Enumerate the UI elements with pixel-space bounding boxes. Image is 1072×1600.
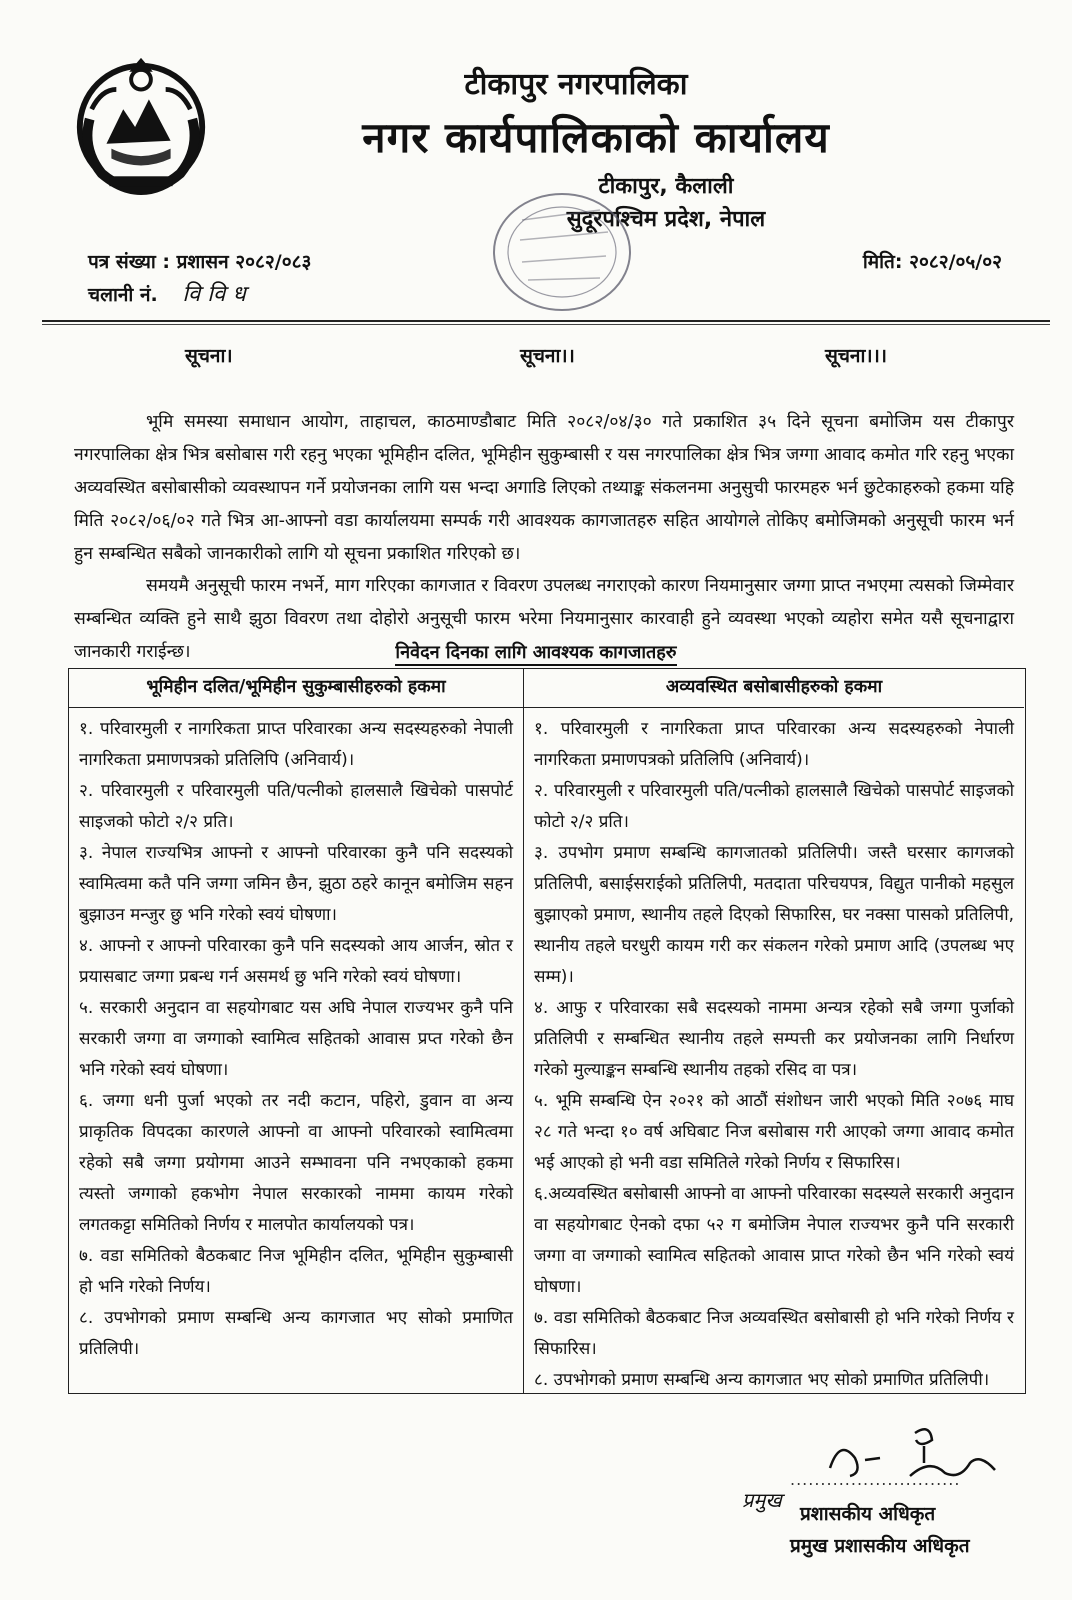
issue-date: मिति: २०८२/०५/०२ <box>862 251 1002 273</box>
list-item: ८. उपभोगको प्रमाण सम्बन्धि अन्य कागजात भए सोको प्रमाणित प्रतिलिपी। <box>534 1370 990 1390</box>
notice-heading-1: सूचना। <box>185 345 233 367</box>
column-heading-unmanaged: अव्यवस्थित बसोबासीहरुको हकमा <box>524 669 1024 708</box>
unmanaged-items-list <box>524 708 1024 1396</box>
landless-items-list <box>69 708 523 1365</box>
list-item: ७. वडा समितिको बैठकबाट निज भूमिहीन दलित, भूमिहीन सुकुम्बासी हो भनि गरेको निर्णय। <box>79 1246 513 1297</box>
table-title: निवेदन दिनका लागि आवश्यक कागजातहरु <box>0 640 1072 664</box>
list-item: ४. आफु र परिवारका सबै सदस्यको नाममा अन्यत्र रहेको सबै जग्गा पुर्जाको प्रतिलिपी र सम्बन्धित स्थानीय तहले सम्पत्ती कर प्रयोजनका लागि निर्धारण गरेको मुल्याङ्कन सम्बन्धि स्थानीय तहको रसिद वा पत्र। <box>534 998 1014 1080</box>
list-item: २. परिवारमुली र परिवारमुली पति/पत्नीको हालसालै खिचेको पासपोर्ट साइजको फोटो २/२ प्रति। <box>79 781 513 832</box>
notice-paragraph-1: भूमि समस्या समाधान आयोग, ताहाचल, काठमाण्डौबाट मिति २०८२/०४/३० गते प्रकाशित ३५ दिने सूचना बमोजिम यस टीकापुर नगरपालिका क्षेत्र भित्र बसोबास गरी रहनु भएका भूमिहीन दलित, भूमिहीन सुकुम्बासी र यस नगरपालिका क्षेत्र भित्र जग्गा आवाद कमोत गरि रहनु भएका अव्यवस्थित बसोबासीको व्यवस्थापन गर्ने प्रयोजनका लागि यस भन्दा अगाडि लिएको तथ्याङ्क संकलनमा अनुसुची फारमहरु भर्न छुटेकाहरुको हकमा यहि मिति २०८२/०६/०२ गते भित्र आ-आफ्नो वडा कार्यालयमा सम्पर्क गरी आवश्यक कागजातहरु सहित आयोगले तोकिए बमोजिमको अनुसूची फारम भर्न हुन सम्बन्धित सबैको जानकारीको लागि यो सूचना प्रकाशित गरिएको छ। <box>74 411 1014 564</box>
notice-paragraph-2: समयमै अनुसूची फारम नभर्ने, माग गरिएका कागजात र विवरण उपलब्ध नगराएको कारण नियमानुसार जग्गा प्राप्त नभएमा त्यसको जिम्मेवार सम्बन्धित व्यक्ति हुने साथै झुठा विवरण तथा दोहोरो अनुसूची फारम भरेमा नियमानुसार कारवाही हुने व्यवस्था भएको व्यहोरा समेत यसै सूचनाद्वारा जानकारी गराईन्छ। <box>74 575 1014 662</box>
list-item: ४. आफ्नो र आफ्नो परिवारका कुनै पनि सदस्यको आय आर्जन, स्रोत र प्रयासबाट जग्गा प्रबन्ध गर्न असमर्थ छु भनि गरेको स्वयं घोषणा। <box>79 936 513 987</box>
municipality-name: टीकापुर नगरपालिका <box>464 67 688 102</box>
notice-heading-2: सूचना।। <box>520 345 575 367</box>
designation: प्रमुख प्रशासकीय अधिकृत <box>790 1535 970 1557</box>
table-column-landless <box>69 669 524 1393</box>
letter-number: पत्र संख्या : प्रशासन २०८२/०८३ <box>88 251 312 273</box>
list-item: १. परिवारमुली र नागरिकता प्राप्त परिवारका अन्य सदस्यहरुको नेपाली नागरिकता प्रमाणपत्रको प्रतिलिपि (अनिवार्य)। <box>534 719 1014 770</box>
list-item: ३. उपभोग प्रमाण सम्बन्धि कागजातको प्रतिलिपी। जस्तै घरसार कागजको प्रतिलिपी, बसाईसराईको प्रतिलिपी, मतदाता परिचयपत्र, विद्युत पानीको महसुल बुझाएको प्रमाण, स्थानीय तहले दिएको सिफारिस, घर नक्सा पासको प्रतिलिपी, स्थानीय तहले घरधुरी कायम गरी कर संकलन गरेको प्रमाण आदि (उपलब्ध भए सम्म)। <box>534 843 1014 987</box>
office-name: नगर कार्यपालिकाको कार्यालय <box>362 113 830 162</box>
list-item: २. परिवारमुली र परिवारमुली पति/पत्नीको हालसालै खिचेको पासपोर्ट साइजको फोटो २/२ प्रति। <box>534 781 1014 832</box>
list-item: ७. वडा समितिको बैठकबाट निज अव्यवस्थित बसोबासी हो भनि गरेको निर्णय र सिफारिस। <box>534 1308 1014 1359</box>
list-item: ५. भूमि सम्बन्धि ऐन २०२१ को आठौं संशोधन जारी भएको मिति २०७६ माघ २८ गते भन्दा १० वर्ष अघिबाट निज बसोबास गरी आएको जग्गा आवाद कमोत भई आएको हो भनी वडा समितिले गरेको निर्णय र सिफारिस। <box>534 1091 1014 1173</box>
column-heading-landless: भूमिहीन दलित/भूमिहीन सुकुम्बासीहरुको हकमा <box>69 669 523 708</box>
list-item: ६. जग्गा धनी पुर्जा भएको तर नदी कटान, पहिरो, डुवान वा अन्य प्राकृतिक विपदका कारणले आफ्नो वा आफ्नो परिवारको स्वामित्वमा रहेको सबै जग्गा प्रयोगमा आउने सम्भावना पनि नभएकाको हकमा त्यस्तो जग्गाको हकभोग नेपाल सरकारको नाममा कायम गरेको लगतकट्टा समितिको निर्णय र मालपोत कार्यालयको पत्र। <box>79 1091 513 1235</box>
list-item: ६.अव्यवस्थित बसोबासी आफ्नो वा आफ्नो परिवारका सदस्यले सरकारी अनुदान वा सहयोगबाट ऐनको दफा ५२ ग बमोजिम नेपाल राज्यभर कुनै पनि सरकारी जग्गा वा जग्गाको स्वामित्व सहितको आवास प्राप्त गरेको छैन भनि गरेको स्वयं घोषणा। <box>534 1184 1014 1297</box>
office-province: सुदूरपश्चिम प्रदेश, नेपाल <box>566 207 766 232</box>
office-stamp <box>470 180 650 320</box>
list-item: १. परिवारमुली र नागरिकता प्राप्त परिवारका अन्य सदस्यहरुको नेपाली नागरिकता प्रमाणपत्रको प्रतिलिपि (अनिवार्य)। <box>79 719 513 770</box>
notice-heading-3: सूचना।।। <box>825 345 887 367</box>
list-item: ३. नेपाल राज्यभित्र आफ्नो र आफ्नो परिवारका कुनै पनि सदस्यको स्वामित्वमा कतै पनि जग्गा जमिन छैन, झुठा ठहरे कानून बमोजिम सहन बुझाउन मन्जुर छु भनि गरेको स्वयं घोषणा। <box>79 843 513 925</box>
list-item: ८. उपभोगको प्रमाण सम्बन्धि अन्य कागजात भए सोको प्रमाणित प्रतिलिपी। <box>79 1308 513 1359</box>
office-location: टीकापुर, कैलाली <box>598 174 734 199</box>
header-divider <box>42 320 1050 322</box>
dispatch-value: वि वि ध <box>182 282 246 307</box>
dispatch-label: चलानी नं. <box>88 284 158 306</box>
designation-handwritten: प्रशासकीय अधिकृत <box>800 1503 936 1525</box>
table-column-unmanaged <box>524 669 1024 1393</box>
header-divider-thin <box>42 324 1050 325</box>
list-item: ५. सरकारी अनुदान वा सहयोगबाट यस अघि नेपाल राज्यभर कुनै पनि सरकारी जग्गा वा जग्गाको स्वामित्व सहितको आवास प्रप्त गरेको छैन भनि गरेको स्वयं घोषणा। <box>79 998 513 1080</box>
signature-line: ............................ <box>790 1470 961 1489</box>
documents-table <box>68 668 1026 1394</box>
handwritten-title: प्रमुख <box>742 1488 782 1512</box>
dispatch-number <box>88 278 246 308</box>
